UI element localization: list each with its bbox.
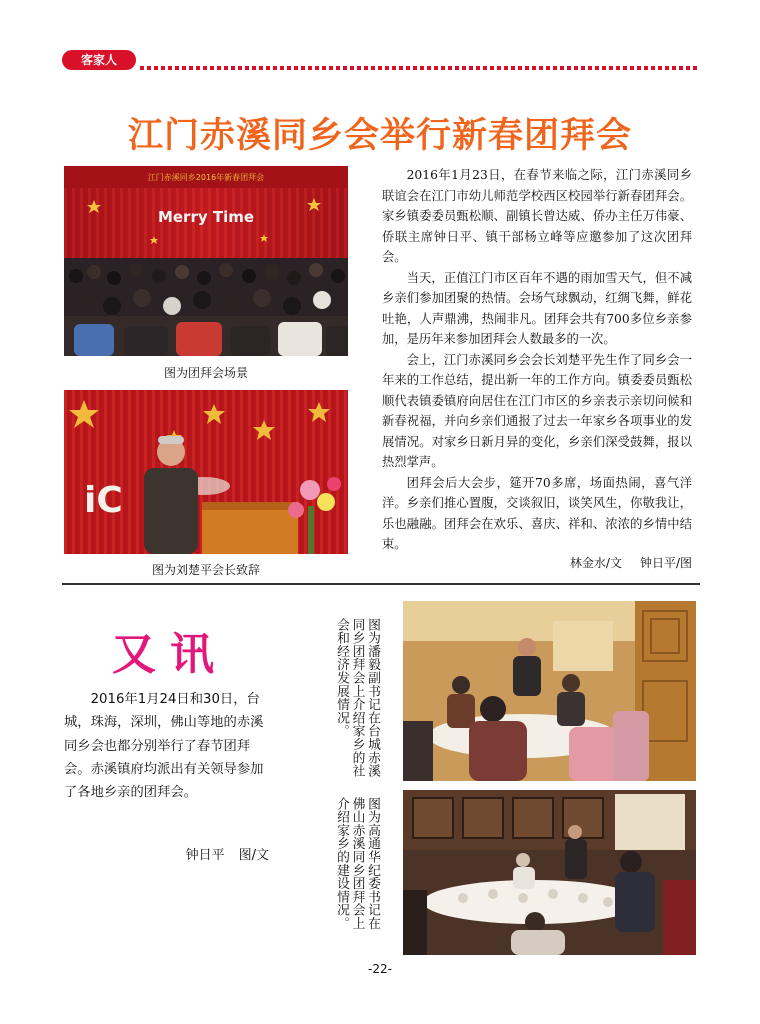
news-title: 又讯 — [112, 629, 228, 680]
photo-foshan-banquet — [403, 790, 696, 955]
article-byline — [382, 554, 692, 571]
news-credit: 图/文 — [238, 848, 269, 863]
article-paragraph: 会上，江门赤溪同乡会会长刘楚平先生作了同乡会一年来的工作总结，提出新一年的工作方向。镇委委员甄松顺代表镇委镇府向居住在江门市区的乡亲表示亲切问候和新春祝福，并向乡亲们通报了过去一年家乡各项事业的发展情况。对家乡日新月异的变化，乡亲们深受鼓舞，报以热烈掌声。 — [382, 352, 692, 469]
photo1-caption: 图为团拜会场景 — [163, 366, 248, 380]
article-paragraph: 2016年1月23日，在春节来临之际，江门赤溪同乡联谊会在江门市幼儿师范学校西区校园举行新春团拜会。家乡镇委委员甄松顺、副镇长曾达威、侨办主任万伟豪、侨联主席钟日平、镇干部杨立峰等应邀参加了这次团拜会。 — [382, 168, 692, 264]
byline-photographer: 钟日平/图 — [639, 556, 692, 570]
photo2-caption: 图为刘楚平会长致辞 — [151, 563, 260, 577]
page-number: -22- — [368, 962, 392, 976]
news-body — [64, 688, 269, 804]
photo-event-scene — [64, 166, 348, 356]
banner-text: 江门赤溪同乡2016年新春团拜会 — [147, 173, 265, 182]
article-paragraph: 团拜会后大会步，筵开70多席，场面热闹，喜气洋洋。乡亲们推心置腹，交谈叙旧，谈笑风生，你敬我让，乐也融融。团拜会在欢乐、喜庆、祥和、浓浓的乡情中结束。 — [382, 475, 692, 551]
news-paragraph: 2016年1月24日和30日，台城，珠海，深圳，佛山等地的赤溪同乡会也都分别举行了春节团拜会。赤溪镇府均派出有关领导参加了各地乡亲的团拜会。 — [64, 692, 264, 801]
news-byline — [64, 844, 269, 863]
svg-text:iC: iC — [84, 480, 123, 521]
article-paragraph: 当天，正值江门市区百年不遇的雨加雪天气，但不减乡亲们参加团聚的热情。会场气球飘动，红绸飞舞，鲜花吐艳，人声鼎沸，热闹非凡。团拜会共有700多位乡亲参加，是历年来参加团拜会人数最多的一次。 — [382, 270, 692, 346]
article-title: 江门赤溪同乡会举行新春团拜会 — [127, 116, 632, 156]
byline-writer: 林金水/文 — [569, 556, 622, 570]
header-dotted-rule — [140, 66, 700, 70]
photo3-caption: 图为潘毅副书记在台城赤溪同乡团拜会上介绍家乡的社会和经济发展情况。 — [334, 618, 380, 778]
news-author: 钟日平 — [185, 848, 225, 863]
photo-chairman-speech — [64, 390, 348, 554]
section-tag: 客家人 — [62, 50, 136, 70]
stage-text: Merry Time — [157, 208, 255, 226]
photo4-caption: 图为高通华纪委书记在佛山赤溪同乡团拜会上介绍家乡的建设情况。 — [334, 797, 380, 930]
section-divider — [62, 583, 700, 585]
photo-taicheng-banquet — [403, 601, 696, 781]
article-body — [382, 165, 692, 555]
